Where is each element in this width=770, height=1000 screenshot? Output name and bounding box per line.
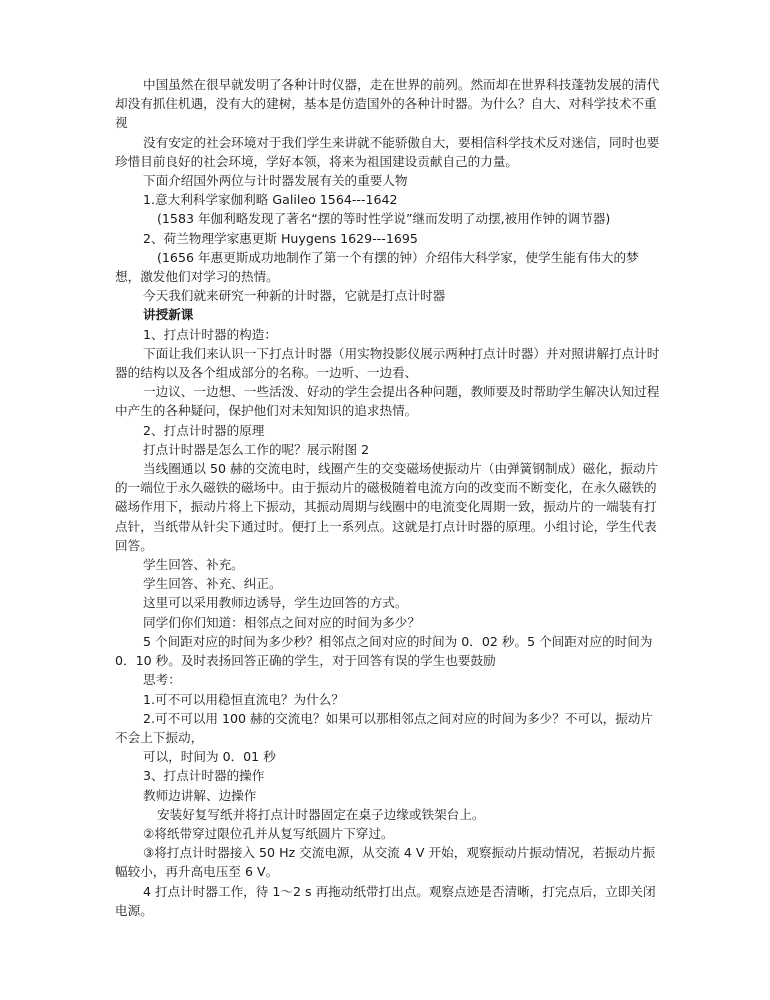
paragraph: 1.意大利科学家伽利略 Galileo 1564---1642 <box>143 192 398 208</box>
paragraph: 下面介绍国外两位与计时器发展有关的重要人物 <box>143 173 408 189</box>
paragraph: 4 打点计时器工作，待 1～2 s 再拖动纸带打出点。观察点迹是否清晰，打完点后，立即关闭电源。 <box>115 883 656 918</box>
paragraph: 学生回答、补充、纠正。 <box>143 576 282 592</box>
paragraph: 安装好复写纸并将打点计时器固定在桌子边缘或铁架台上。 <box>157 806 485 822</box>
paragraph: 3、打点计时器的操作 <box>143 768 265 784</box>
paragraph: ③将打点计时器接入 50 Hz 交流电源，从交流 4 V 开始，观察振动片振动情况，若振动片振幅较小，再升高电压至 6 V。 <box>115 845 656 880</box>
paragraph: 一边议、一边想、一些活泼、好动的学生会提出各种问题，教师要及时帮助学生解决认知过程中产生的各种疑问，保护他们对未知知识的追求热情。 <box>115 384 660 419</box>
paragraph: 中国虽然在很早就发明了各种计时仪器，走在世界的前列。然而却在世界科技蓬勃发展的清代却没有抓住机遇，没有大的建树，基本是仿造国外的各种计时器。为什么？自大、对科学技术不重视 <box>115 77 660 131</box>
paragraph: 学生回答、补充。 <box>143 557 244 573</box>
paragraph: 1、打点计时器的构造： <box>143 326 277 342</box>
paragraph: 今天我们就来研究一种新的计时器，它就是打点计时器 <box>143 288 446 304</box>
paragraph: 当线圈通以 50 赫的交流电时，线圈产生的交变磁场使振动片（由弹簧钢制成）磁化，振动片的一端位于永久磁铁的磁场中。由于振动片的磁极随着电流方向的改变而不断变化，在永久磁铁的磁场作用下，振动片将上下振动，其振动周期与线圈中的电流变化周期一致，振动片的一端装有打点针，当纸带从针尖下通过时。便打上一系列点。这就是打点计时器的原理。小组讨论，学生代表回答。 <box>115 461 659 553</box>
paragraph: 可以，时间为 0．01 秒 <box>143 749 276 765</box>
section-heading: 讲授新课 <box>143 307 194 323</box>
paragraph: 1.可不可以用稳恒直流电？为什么？ <box>143 691 344 707</box>
paragraph: ②将纸带穿过限位孔并从复写纸圆片下穿过。 <box>143 825 394 841</box>
paragraph: (1583 年伽利略发现了著名“摆的等时性学说”继而发明了动摆,被用作钟的调节器) <box>157 211 611 227</box>
paragraph: 同学们你们知道：相邻点之间对应的时间为多少？ <box>143 614 421 630</box>
paragraph: 这里可以采用教师边诱导，学生边回答的方式。 <box>143 595 408 611</box>
paragraph: 下面让我们来认识一下打点计时器（用实物投影仪展示两种打点计时器）并对照讲解打点计时器的结构以及各个组成部分的名称。一边听、一边看、 <box>115 345 660 381</box>
paragraph: 5 个间距对应的时间为多少秒？相邻点之间对应的时间为 0．02 秒。5 个间距对应的时间为 0．10 秒。及时表扬回答正确的学生，对于回答有误的学生也要鼓励 <box>115 633 653 669</box>
paragraph: 2.可不可以用 100 赫的交流电？如果可以那相邻点之间对应的时间为多少？不可以，振动片不会上下振动， <box>115 710 654 745</box>
paragraph: 打点计时器是怎么工作的呢？展示附图 2 <box>143 441 370 457</box>
paragraph: (1656 年惠更斯成功地制作了第一个有摆的钟）介绍伟大科学家，使学生能有伟大的梦想，激发他们对学习的热情。 <box>115 249 639 285</box>
paragraph: 没有安定的社会环境对于我们学生来讲就不能骄傲自大，要相信科学技术反对迷信，同时也要珍惜目前良好的社会环境，学好本领，将来为祖国建设贡献自己的力量。 <box>115 134 660 169</box>
paragraph: 2、打点计时器的原理 <box>143 422 265 438</box>
paragraph: 思考： <box>143 672 181 688</box>
paragraph: 2、荷兰物理学家惠更斯 Huygens 1629---1695 <box>143 230 418 246</box>
paragraph: 教师边讲解、边操作 <box>143 787 257 803</box>
document-body <box>115 75 660 920</box>
